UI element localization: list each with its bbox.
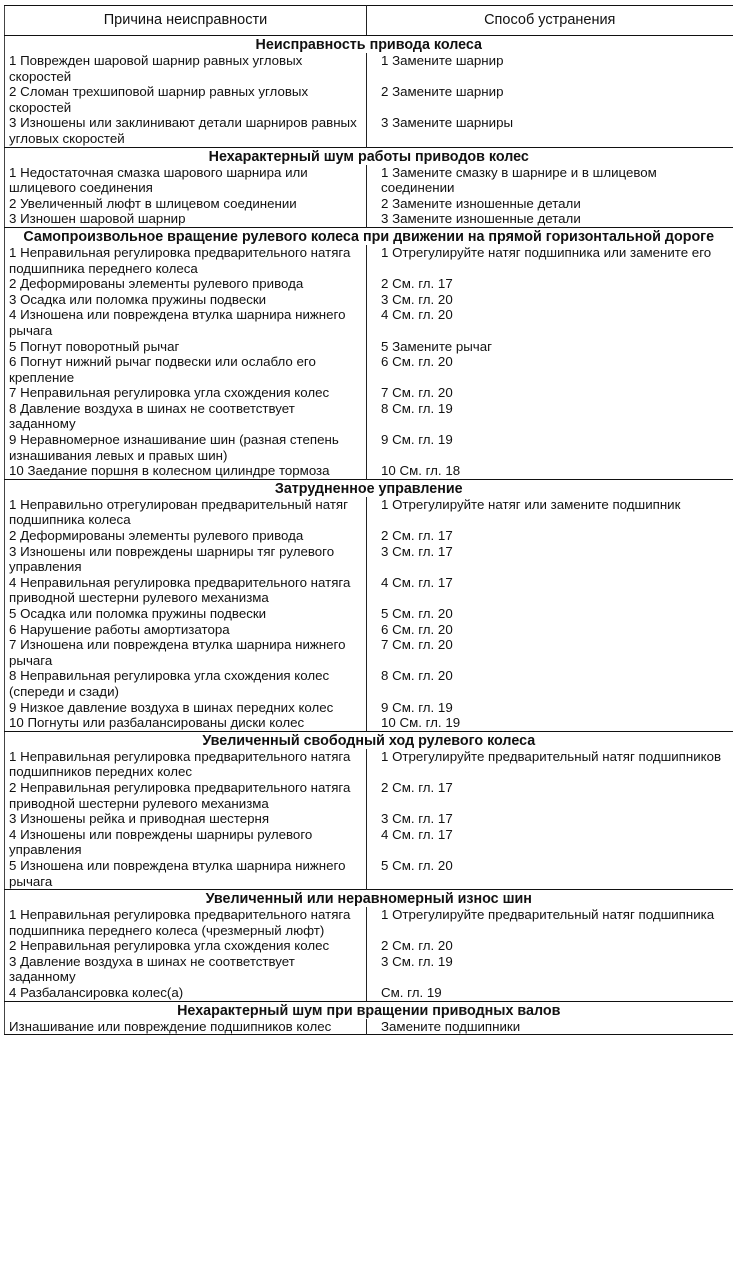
table-row (5, 938, 733, 954)
section-heading-row (5, 147, 733, 165)
table-row (5, 811, 733, 827)
cause-cell: 1 Неправильная регулировка предварительного натяга подшипника переднего колеса (5, 245, 367, 276)
cause-cell: 2 Деформированы элементы рулевого привода (5, 276, 367, 292)
section-title: Увеличенный или неравномерный износ шин (5, 890, 733, 908)
table-row (5, 575, 733, 606)
fix-cell: 7 См. гл. 20 (381, 385, 453, 401)
fix-cell: 4 См. гл. 17 (381, 826, 453, 842)
table-body (5, 36, 733, 1035)
table-row (5, 115, 733, 147)
fix-cell: 7 См. гл. 20 (381, 637, 453, 653)
fix-cell: 4 См. гл. 20 (381, 307, 453, 323)
section-title: Нехарактерный шум работы приводов колес (5, 147, 733, 165)
table-row (5, 211, 733, 227)
table-row (5, 780, 733, 811)
fix-cell: 2 См. гл. 17 (381, 528, 453, 544)
fix-cell: 5 См. гл. 20 (381, 857, 453, 873)
section-heading-row (5, 890, 733, 908)
section-heading-row (5, 227, 733, 245)
table-row (5, 827, 733, 858)
cause-cell: 5 Изношена или повреждена втулка шарнира нижнего рычага (5, 858, 367, 890)
table-row (5, 622, 733, 638)
fix-cell: 6 См. гл. 20 (381, 621, 453, 637)
cause-cell: 2 Неправильная регулировка предварительного натяга приводной шестерни рулевого механизма (5, 780, 367, 811)
section-title: Нехарактерный шум при вращении приводных валов (5, 1001, 733, 1019)
cause-cell: 1 Неправильная регулировка предварительного натяга подшипника переднего колеса (чрезмерный люфт) (5, 907, 367, 938)
fix-cell: 2 См. гл. 17 (381, 779, 453, 795)
fix-cell: См. гл. 19 (381, 985, 442, 1001)
cause-column-header: Причина неисправности (5, 6, 367, 36)
table-row (5, 432, 733, 463)
section-heading-row (5, 479, 733, 497)
table-row (5, 907, 733, 938)
table-row (5, 528, 733, 544)
fix-cell: 2 Замените шарнир (381, 84, 504, 100)
table-row (5, 637, 733, 668)
section-title: Неисправность привода колеса (255, 37, 482, 53)
cause-cell: 7 Неправильная регулировка угла схождения колес (5, 385, 367, 401)
table-header-row (5, 6, 733, 36)
cause-cell: 2 Деформированы элементы рулевого привода (5, 528, 367, 544)
cause-cell: 9 Низкое давление воздуха в шинах передних колес (5, 700, 367, 716)
table-row (5, 53, 733, 84)
cause-cell: 3 Осадка или поломка пружины подвески (5, 292, 367, 308)
table-row (5, 292, 733, 308)
table-row (5, 954, 733, 985)
section-heading-row (5, 1001, 733, 1019)
fix-cell: 5 Замените рычаг (381, 338, 492, 354)
cause-cell: 7 Изношена или повреждена втулка шарнира нижнего рычага (5, 637, 367, 668)
table-row (5, 276, 733, 292)
section-heading-row (5, 731, 733, 749)
table-row (5, 700, 733, 716)
table-row (5, 196, 733, 212)
fix-cell: 3 См. гл. 17 (381, 811, 453, 827)
table-row (5, 307, 733, 338)
cause-cell: 3 Изношены или заклинивают детали шарниров равных угловых скоростей (5, 115, 367, 147)
cause-cell: 6 Нарушение работы амортизатора (5, 622, 367, 638)
fix-column-header: Способ устранения (367, 6, 733, 36)
cause-cell: 4 Изношены или повреждены шарниры рулевого управления (5, 827, 367, 858)
fix-cell: Замените подшипники (381, 1018, 521, 1034)
fix-cell: 5 См. гл. 20 (381, 606, 453, 621)
cause-cell: 2 Сломан трехшиповой шарнир равных угловых скоростей (5, 84, 367, 115)
fix-cell: 3 См. гл. 17 (381, 543, 453, 559)
table-row (5, 858, 733, 890)
cause-cell: 1 Недостаточная смазка шарового шарнира или шлицевого соединения (5, 165, 367, 196)
cause-cell: 1 Неправильно отрегулирован предварительный натяг подшипника колеса (5, 497, 367, 528)
troubleshooting-table (4, 5, 733, 1035)
cause-cell: Изнашивание или повреждение подшипников колес (5, 1019, 367, 1035)
fix-cell: 3 См. гл. 19 (381, 953, 453, 969)
fix-cell: 3 Замените изношенные детали (381, 211, 581, 227)
fix-cell: 1 Отрегулируйте натяг подшипника или замените его (381, 244, 712, 260)
table-row (5, 84, 733, 115)
table-row (5, 385, 733, 401)
table-row (5, 544, 733, 575)
fix-cell: 1 Отрегулируйте натяг или замените подшипник (381, 496, 681, 512)
fix-cell: 2 См. гл. 20 (381, 938, 453, 954)
table-row (5, 165, 733, 196)
section-title: Затрудненное управление (5, 479, 733, 497)
cause-cell: 9 Неравномерное изнашивание шин (разная степень изнашивания левых и правых шин) (5, 432, 367, 463)
table-row (5, 606, 733, 622)
table-row (5, 463, 733, 479)
cause-cell: 3 Давление воздуха в шинах не соответствует заданному (5, 954, 367, 985)
cause-cell: 4 Разбалансировка колес(а) (5, 985, 367, 1001)
table-row (5, 401, 733, 432)
fix-cell: 8 См. гл. 20 (381, 668, 453, 684)
fix-cell: 10 См. гл. 19 (381, 715, 461, 731)
table-row (5, 497, 733, 528)
table-row (5, 985, 733, 1001)
fix-cell: 1 Отрегулируйте предварительный натяг подшипников (381, 748, 722, 764)
section-heading-row (5, 36, 733, 54)
cause-cell: 8 Давление воздуха в шинах не соответствует заданному (5, 401, 367, 432)
cause-cell: 1 Неправильная регулировка предварительного натяга подшипников передних колес (5, 749, 367, 780)
cause-cell: 3 Изношены рейка и приводная шестерня (5, 811, 367, 827)
fix-cell: 6 См. гл. 20 (381, 354, 453, 370)
section-title: Самопроизвольное вращение рулевого колеса при движении на прямой горизонтальной дороге (5, 227, 733, 245)
section-title: Увеличенный свободный ход рулевого колеса (5, 731, 733, 749)
cause-cell: 5 Осадка или поломка пружины подвески (5, 606, 367, 622)
table-row (5, 245, 733, 276)
fix-cell: 8 См. гл. 19 (381, 400, 453, 416)
fix-cell: 4 См. гл. 17 (381, 574, 453, 590)
cause-cell: 4 Изношена или повреждена втулка шарнира нижнего рычага (5, 307, 367, 338)
cause-cell: 3 Изношены или повреждены шарниры тяг рулевого управления (5, 544, 367, 575)
fix-cell: 1 Замените смазку в шарнире и в шлицевом соединении (381, 164, 657, 196)
cause-cell: 6 Погнут нижний рычаг подвески или ослабло его крепление (5, 354, 367, 385)
cause-cell: 8 Неправильная регулировка угла схождения колес (спереди и сзади) (5, 668, 367, 699)
table-row (5, 668, 733, 699)
fix-cell: 9 См. гл. 19 (381, 699, 453, 715)
cause-cell: 1 Поврежден шаровой шарнир равных угловых скоростей (5, 53, 367, 84)
table-row (5, 339, 733, 355)
cause-cell: 5 Погнут поворотный рычаг (5, 339, 367, 355)
cause-cell: 10 Заедание поршня в колесном цилиндре тормоза (5, 463, 367, 479)
cause-cell: 2 Неправильная регулировка угла схождения колес (5, 938, 367, 954)
table-row (5, 749, 733, 780)
cause-cell: 3 Изношен шаровой шарнир (5, 211, 367, 227)
fix-cell: 3 См. гл. 20 (381, 291, 453, 307)
cause-cell: 2 Увеличенный люфт в шлицевом соединении (5, 196, 367, 212)
cause-cell: 10 Погнуты или разбалансированы диски колес (5, 715, 367, 731)
fix-cell: 3 Замените шарниры (381, 115, 514, 131)
table-row (5, 1019, 733, 1035)
fix-cell: 2 Замените изношенные детали (381, 195, 581, 211)
table-row (5, 715, 733, 731)
fix-cell: 9 См. гл. 19 (381, 432, 453, 448)
cause-cell: 4 Неправильная регулировка предварительного натяга приводной шестерни рулевого механизма (5, 575, 367, 606)
fix-cell: 2 См. гл. 17 (381, 276, 453, 292)
fix-cell: 1 Отрегулируйте предварительный натяг подшипника (381, 907, 715, 923)
table-row (5, 354, 733, 385)
fix-cell: 10 См. гл. 18 (381, 463, 461, 479)
fix-cell: 1 Замените шарнир (381, 53, 504, 68)
